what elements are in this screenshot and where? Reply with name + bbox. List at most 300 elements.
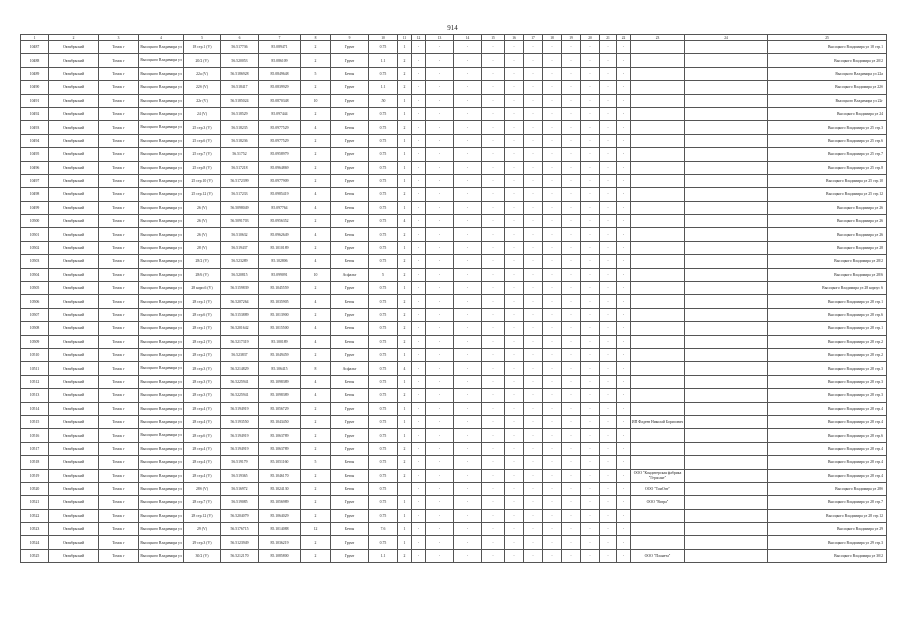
cell-street: Высоцкого Владимира ул (139, 496, 184, 509)
cell-empty: - (581, 134, 600, 147)
cell-lon: 85.0977909 (259, 174, 301, 187)
cell-cnt: 1 (398, 509, 412, 522)
cell-empty: - (543, 81, 562, 94)
cell-n: 5 (301, 67, 331, 80)
cell-n: 2 (301, 549, 331, 562)
cell-empty: - (454, 282, 482, 295)
cell-organization (631, 389, 685, 402)
cell-empty: - (482, 482, 505, 495)
cell-blank (685, 94, 768, 107)
cell-empty: - (600, 322, 617, 335)
cell-empty: - (543, 442, 562, 455)
cell-n: 4 (301, 255, 331, 268)
cell-lat: 56.5225941 (221, 389, 259, 402)
cell-organization (631, 54, 685, 67)
cell-lat: 56.517736 (221, 41, 259, 54)
cell-city: Томск г (99, 442, 139, 455)
cell-lat: 56.5217319 (221, 335, 259, 348)
cell-blank (685, 148, 768, 161)
cell-address: Высоцкого Владимира ул 28 стр.2 (768, 348, 887, 361)
cell-city: Томск г (99, 148, 139, 161)
cell-id: 10512 (21, 375, 49, 388)
cell-empty: - (454, 81, 482, 94)
cell-id: 10487 (21, 41, 49, 54)
cell-vol: 0.75 (369, 174, 398, 187)
cell-vol: 0.75 (369, 295, 398, 308)
cell-house: 22а (V) (184, 67, 221, 80)
cell-empty: - (482, 549, 505, 562)
cell-organization (631, 67, 685, 80)
cell-surface: Бетон (331, 456, 369, 469)
cell-empty: - (617, 54, 631, 67)
cell-district: Октябрьский (49, 375, 99, 388)
cell-empty: - (617, 134, 631, 147)
cell-cnt: 2 (398, 335, 412, 348)
cell-empty: - (454, 295, 482, 308)
cell-lat: 56.5194919 (221, 429, 259, 442)
cell-empty: - (505, 107, 524, 120)
cell-empty: - (562, 429, 581, 442)
cell-empty: - (543, 348, 562, 361)
cell-surface: Грунт (331, 161, 369, 174)
cell-surface: Грунт (331, 174, 369, 187)
cell-empty: - (454, 228, 482, 241)
cell-address: Высоцкого Владимира ул 28 стр.1 (768, 295, 887, 308)
cell-vol: 0.75 (369, 348, 398, 361)
cell-empty: - (454, 456, 482, 469)
cell-city: Томск г (99, 54, 139, 67)
cell-address: Высоцкого Владимира ул 26 (768, 201, 887, 214)
cell-lon: 85.0870348 (259, 94, 301, 107)
cell-city: Томск г (99, 509, 139, 522)
cell-organization (631, 134, 685, 147)
cell-lon: 85.0964869 (259, 161, 301, 174)
cell-empty: - (617, 215, 631, 228)
cell-empty: - (543, 188, 562, 201)
cell-empty: - (600, 215, 617, 228)
cell-id: 10513 (21, 389, 49, 402)
cell-district: Октябрьский (49, 469, 99, 482)
cell-house: 26 (V) (184, 215, 221, 228)
cell-empty: - (562, 228, 581, 241)
cell-house: 28 стр.6 (V) (184, 308, 221, 321)
cell-empty: - (454, 241, 482, 254)
cell-empty: - (617, 429, 631, 442)
cell-empty: - (412, 174, 426, 187)
cell-empty: - (600, 201, 617, 214)
cell-district: Октябрьский (49, 174, 99, 187)
cell-surface: Грунт (331, 148, 369, 161)
cell-vol: 0.75 (369, 442, 398, 455)
cell-lon: 85.106415 (259, 362, 301, 375)
cell-empty: - (581, 389, 600, 402)
cell-n: 2 (301, 442, 331, 455)
cell-empty: - (600, 134, 617, 147)
cell-address: Высоцкого Владимира ул 28 корпус 6 (768, 282, 887, 295)
cell-id: 10519 (21, 469, 49, 482)
cell-lon: 85.1035905 (259, 295, 301, 308)
cell-city: Томск г (99, 81, 139, 94)
cell-lon: 85.1046170 (259, 469, 301, 482)
cell-empty: - (581, 509, 600, 522)
cell-cnt: 1 (398, 415, 412, 428)
cell-city: Томск г (99, 41, 139, 54)
cell-empty: - (562, 469, 581, 482)
cell-empty: - (543, 402, 562, 415)
cell-empty: - (581, 54, 600, 67)
cell-empty: - (524, 201, 543, 214)
cell-empty: - (482, 389, 505, 402)
cell-empty: - (543, 362, 562, 375)
cell-empty: - (562, 335, 581, 348)
cell-empty: - (581, 496, 600, 509)
cell-surface: Грунт (331, 54, 369, 67)
cell-street: Высоцкого Владимира ул (139, 134, 184, 147)
cell-empty: - (412, 81, 426, 94)
cell-empty: - (543, 549, 562, 562)
cell-empty: - (454, 549, 482, 562)
cell-organization (631, 148, 685, 161)
cell-lon: 85.0977529 (259, 134, 301, 147)
cell-address: Высоцкого Владимира ул 22б (768, 81, 887, 94)
cell-empty: - (482, 268, 505, 281)
cell-surface: Грунт (331, 348, 369, 361)
cell-district: Октябрьский (49, 523, 99, 536)
cell-empty: - (505, 456, 524, 469)
cell-empty: - (505, 241, 524, 254)
cell-street: Высоцкого Владимира ул (139, 415, 184, 428)
cell-empty: - (524, 54, 543, 67)
cell-blank (685, 496, 768, 509)
cell-house: 24 (V) (184, 107, 221, 120)
cell-id: 10503 (21, 255, 49, 268)
cell-address: Высоцкого Владимира ул 28/2 (768, 255, 887, 268)
cell-empty: - (600, 496, 617, 509)
cell-vol: 0.75 (369, 228, 398, 241)
cell-id: 10518 (21, 456, 49, 469)
cell-id: 10498 (21, 188, 49, 201)
cell-blank (685, 509, 768, 522)
cell-lat: 56.519179 (221, 456, 259, 469)
cell-blank (685, 469, 768, 482)
cell-empty: - (600, 41, 617, 54)
cell-address: Высоцкого Владимира ул 28 стр.4 (768, 469, 887, 482)
table-row (21, 282, 887, 295)
cell-empty: - (543, 335, 562, 348)
cell-empty: - (617, 362, 631, 375)
cell-n: 4 (301, 375, 331, 388)
cell-street: Высоцкого Владимира ул (139, 148, 184, 161)
cell-district: Октябрьский (49, 282, 99, 295)
cell-organization (631, 41, 685, 54)
cell-empty: - (524, 389, 543, 402)
cell-id: 10520 (21, 482, 49, 495)
cell-city: Томск г (99, 536, 139, 549)
cell-empty: - (600, 482, 617, 495)
cell-blank (685, 228, 768, 241)
cell-street: Высоцкого Владимира ул (139, 456, 184, 469)
cell-organization: ИП Фадеев Николай Борисович (631, 415, 685, 428)
cell-empty: - (562, 107, 581, 120)
cell-vol: 0.75 (369, 215, 398, 228)
cell-lon: 85.097764 (259, 201, 301, 214)
cell-id: 10502 (21, 241, 49, 254)
cell-empty: - (412, 523, 426, 536)
cell-district: Октябрьский (49, 94, 99, 107)
cell-n: 2 (301, 81, 331, 94)
cell-city: Томск г (99, 415, 139, 428)
cell-district: Октябрьский (49, 509, 99, 522)
cell-organization: ООО "Планета" (631, 549, 685, 562)
table-row (21, 348, 887, 361)
cell-empty: - (524, 241, 543, 254)
cell-cnt: 2 (398, 255, 412, 268)
cell-empty: - (524, 295, 543, 308)
cell-empty: - (454, 509, 482, 522)
cell-city: Томск г (99, 67, 139, 80)
cell-empty: - (454, 536, 482, 549)
table-row (21, 268, 887, 281)
cell-n: 4 (301, 322, 331, 335)
cell-house: 25 стр.3 (V) (184, 121, 221, 134)
cell-empty: - (482, 509, 505, 522)
cell-empty: - (426, 402, 454, 415)
cell-empty: - (581, 402, 600, 415)
cell-lon: 85.089471 (259, 41, 301, 54)
cell-address: Высоцкого Владимира ул 28 стр.6 (768, 308, 887, 321)
cell-district: Октябрьский (49, 188, 99, 201)
cell-empty: - (562, 201, 581, 214)
cell-empty: - (581, 295, 600, 308)
cell-empty: - (543, 268, 562, 281)
cell-blank (685, 523, 768, 536)
cell-lat: 56.5153889 (221, 308, 259, 321)
cell-empty: - (543, 523, 562, 536)
cell-house: 25 стр.12 (V) (184, 188, 221, 201)
cell-empty: - (426, 174, 454, 187)
cell-street: Высоцкого Владимира ул (139, 161, 184, 174)
cell-district: Октябрьский (49, 415, 99, 428)
cell-cnt: 1 (398, 161, 412, 174)
cell-empty: - (617, 442, 631, 455)
cell-house: 25 стр.6 (V) (184, 134, 221, 147)
cell-empty: - (426, 469, 454, 482)
cell-lon: 85.1063789 (259, 429, 301, 442)
cell-id: 10488 (21, 54, 49, 67)
cell-n: 2 (301, 536, 331, 549)
cell-street: Высоцкого Владимира ул (139, 174, 184, 187)
cell-empty: - (426, 107, 454, 120)
cell-lat: 56.5225941 (221, 375, 259, 388)
cell-address: Высоцкого Владимира ул 28 стр.12 (768, 509, 887, 522)
cell-empty: - (600, 536, 617, 549)
cell-cnt: 2 (398, 188, 412, 201)
cell-district: Октябрьский (49, 429, 99, 442)
column-header: 6 (221, 35, 259, 41)
cell-n: 4 (301, 389, 331, 402)
cell-empty: - (524, 536, 543, 549)
cell-id: 10515 (21, 415, 49, 428)
cell-house: 28/6 (V) (184, 268, 221, 281)
cell-empty: - (482, 174, 505, 187)
cell-empty: - (543, 282, 562, 295)
cell-empty: - (505, 496, 524, 509)
cell-street: Высоцкого Владимира ул (139, 188, 184, 201)
cell-empty: - (505, 228, 524, 241)
cell-district: Октябрьский (49, 241, 99, 254)
cell-empty: - (412, 134, 426, 147)
cell-organization (631, 523, 685, 536)
cell-house: 28 стр.4 (V) (184, 402, 221, 415)
cell-surface: Бетон (331, 322, 369, 335)
cell-lon: 85.0839929 (259, 81, 301, 94)
cell-address: Высоцкого Владимира ул 22а (768, 67, 887, 80)
cell-address: Высоцкого Владимира ул 28 (768, 241, 887, 254)
cell-empty: - (454, 188, 482, 201)
cell-street: Высоцкого Владимира ул (139, 107, 184, 120)
cell-lat: 56.5194919 (221, 402, 259, 415)
cell-blank (685, 268, 768, 281)
cell-empty: - (617, 549, 631, 562)
cell-empty: - (412, 482, 426, 495)
cell-empty: - (524, 215, 543, 228)
cell-lon: 85.0985419 (259, 188, 301, 201)
cell-n: 2 (301, 469, 331, 482)
cell-street: Высоцкого Владимира ул (139, 509, 184, 522)
cell-empty: - (524, 456, 543, 469)
cell-empty: - (524, 308, 543, 321)
cell-empty: - (412, 282, 426, 295)
cell-empty: - (600, 308, 617, 321)
cell-cnt (398, 482, 412, 495)
cell-lat: 56.5186928 (221, 67, 259, 80)
cell-lat: 56.518529 (221, 107, 259, 120)
cell-blank (685, 389, 768, 402)
cell-street: Высоцкого Владимира ул (139, 362, 184, 375)
cell-lon: 85.1010189 (259, 241, 301, 254)
cell-surface: Грунт (331, 81, 369, 94)
cell-district: Октябрьский (49, 228, 99, 241)
cell-empty: - (543, 295, 562, 308)
cell-empty: - (524, 348, 543, 361)
cell-house: 28 стр.3 (V) (184, 375, 221, 388)
cell-empty: - (482, 161, 505, 174)
cell-vol: 0.75 (369, 469, 398, 482)
cell-district: Октябрьский (49, 335, 99, 348)
cell-house: 26 (V) (184, 228, 221, 241)
cell-empty: - (617, 295, 631, 308)
cell-n: 2 (301, 54, 331, 67)
cell-empty: - (600, 174, 617, 187)
cell-lat: 56.5214829 (221, 362, 259, 375)
cell-lon: 85.1036219 (259, 536, 301, 549)
cell-organization (631, 362, 685, 375)
cell-district: Октябрьский (49, 41, 99, 54)
cell-empty: - (562, 255, 581, 268)
table-row (21, 322, 887, 335)
cell-empty: - (412, 549, 426, 562)
cell-blank (685, 81, 768, 94)
cell-city: Томск г (99, 549, 139, 562)
cell-empty: - (426, 255, 454, 268)
cell-empty: - (543, 308, 562, 321)
cell-empty: - (426, 215, 454, 228)
column-header: 13 (426, 35, 454, 41)
cell-district: Октябрьский (49, 255, 99, 268)
cell-empty: - (412, 107, 426, 120)
cell-empty: - (524, 496, 543, 509)
cell-empty: - (524, 549, 543, 562)
cell-address: Высоцкого Владимира ул 26 (768, 228, 887, 241)
cell-id: 10501 (21, 228, 49, 241)
cell-empty: - (426, 335, 454, 348)
cell-blank (685, 201, 768, 214)
cell-empty: - (426, 496, 454, 509)
cell-empty: - (482, 201, 505, 214)
cell-empty: - (505, 282, 524, 295)
cell-empty: - (412, 67, 426, 80)
column-header: 19 (562, 35, 581, 41)
cell-empty: - (426, 94, 454, 107)
cell-empty: - (426, 148, 454, 161)
cell-empty: - (543, 482, 562, 495)
cell-empty: - (581, 268, 600, 281)
cell-empty: - (482, 375, 505, 388)
cell-empty: - (600, 67, 617, 80)
cell-surface: Асфальт (331, 362, 369, 375)
cell-address: Высоцкого Владимира ул 28 стр.4 (768, 415, 887, 428)
cell-surface: Бетон (331, 482, 369, 495)
cell-n: 2 (301, 402, 331, 415)
cell-city: Томск г (99, 241, 139, 254)
cell-empty: - (426, 295, 454, 308)
cell-lat: 56.519437 (221, 241, 259, 254)
cell-cnt: 2 (398, 322, 412, 335)
cell-cnt: 4 (398, 215, 412, 228)
cell-empty: - (505, 94, 524, 107)
cell-empty: - (543, 241, 562, 254)
column-header: 12 (412, 35, 426, 41)
cell-empty: - (482, 228, 505, 241)
cell-house: 25 стр.10 (V) (184, 174, 221, 187)
cell-empty: - (581, 215, 600, 228)
cell-empty: - (524, 148, 543, 161)
cell-empty: - (482, 362, 505, 375)
cell-address: Высоцкого Владимира ул 28 стр.4 (768, 402, 887, 415)
cell-surface: Грунт (331, 402, 369, 415)
cell-empty: - (617, 482, 631, 495)
cell-vol: 0.75 (369, 389, 398, 402)
cell-empty: - (600, 362, 617, 375)
cell-empty: - (600, 107, 617, 120)
cell-empty: - (412, 322, 426, 335)
cell-cnt: 2 (398, 295, 412, 308)
cell-city: Томск г (99, 322, 139, 335)
cell-blank (685, 188, 768, 201)
cell-empty: - (482, 94, 505, 107)
cell-address: Высоцкого Владимира ул 25 стр.3 (768, 121, 887, 134)
cell-empty: - (426, 41, 454, 54)
cell-organization (631, 121, 685, 134)
cell-empty: - (412, 335, 426, 348)
cell-empty: - (562, 362, 581, 375)
cell-surface: Бетон (331, 295, 369, 308)
cell-district: Октябрьский (49, 496, 99, 509)
cell-empty: - (581, 429, 600, 442)
cell-city: Томск г (99, 228, 139, 241)
cell-empty: - (412, 509, 426, 522)
cell-lon: 85.0849648 (259, 67, 301, 80)
